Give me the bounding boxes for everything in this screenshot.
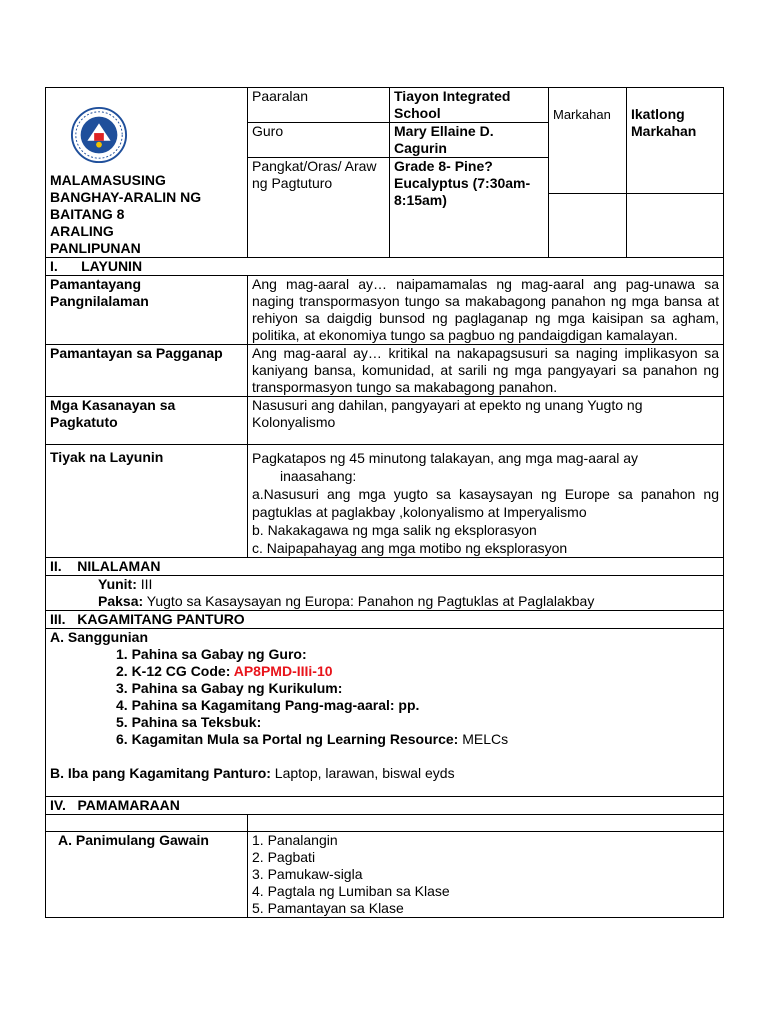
list-item: 1. Panalangin: [252, 832, 338, 848]
lesson-plan-table: [45, 87, 724, 918]
paksa-line: [50, 593, 719, 610]
cg-code: AP8PMD-IIIi-10: [233, 663, 333, 679]
row-content: Ang mag-aaral ay… kritikal na nakapagsusuri sa naging implikasyon sa kaniyang bansa, komunidad, at sarili ng mga pangyayari sa panahon ng transpormasyon tungo sa makabagong panahon.: [248, 345, 724, 397]
empty-cell: [549, 194, 627, 258]
sanggunian-label: A. Sanggunian: [50, 629, 148, 645]
unit-label: Yunit:: [98, 576, 137, 592]
section-heading-kagamitan: III. KAGAMITANG PANTURO: [46, 611, 724, 629]
list-item: 1. Pahina sa Gabay ng Guro:: [116, 646, 307, 662]
list-item: 6. Kagamitan Mula sa Portal ng Learning Resource: MELCs: [116, 731, 509, 747]
row-content: Ang mag-aaral ay… naipamamalas ng mag-aaral ang pag-unawa sa naging transpormasyon tungo sa makabagong panahon ng mga bansa at rehiyon sa daigdig bunsod ng paglaganap ng mga kaisipan sa agham, politika, at ekonomiya tungo sa pagbuo ng pandaigdigan kamalayan.: [248, 276, 724, 345]
tiyak-intro: Pagkatapos ng 45 minutong talakayan, ang mga mag-aaral ay: [252, 450, 639, 466]
list-item: 4. Pagtala ng Lumiban sa Klase: [252, 883, 450, 899]
list-item: 3. Pahina sa Gabay ng Kurikulum:: [116, 680, 343, 696]
row-label: Pamantayan sa Pagganap: [46, 345, 248, 397]
title-line: ARALING: [50, 223, 114, 239]
list-item: 5. Pahina sa Teksbuk:: [116, 714, 262, 730]
list-item: 2. K-12 CG Code: AP8PMD-IIIi-10: [116, 663, 333, 679]
tiyak-content: [248, 445, 724, 558]
deped-seal-icon: [70, 106, 128, 164]
tiyak-item: a.Nasusuri ang mga yugto sa kasaysayan ng Europe sa panahon ng pagtuklas at paglakbay ,kolonyalismo at Imperyalismo: [252, 486, 719, 520]
panimulang-label: A. Panimulang Gawain: [46, 832, 248, 918]
list-item: 4. Pahina sa Kagamitang Pang-mag-aaral: pp.: [116, 697, 420, 713]
row-label: Mga Kasanayan sa Pagkatuto: [46, 397, 248, 445]
title-line: BANGHAY-ARALIN NG: [50, 189, 202, 205]
list-item: 2. Pagbati: [252, 849, 316, 865]
title-line: BAITANG 8: [50, 206, 125, 222]
row-label: Tiyak na Layunin: [46, 445, 248, 558]
kagamitan-content: [46, 629, 724, 797]
list-item: 3. Pamukaw-sigla: [252, 866, 363, 882]
empty-cell: [248, 815, 724, 832]
paksa-value: Yugto sa Kasaysayan ng Europa: Panahon ng Pagtuklas at Paglalakbay: [146, 593, 595, 609]
paaralan-value: Tiayon Integrated School: [390, 88, 549, 123]
tiyak-intro-2: inaasahang:: [280, 468, 357, 484]
lesson-plan: [45, 87, 723, 918]
panimulang-items: [248, 832, 724, 918]
title-cell: [46, 88, 248, 258]
title-line: MALAMASUSING: [50, 172, 166, 188]
paaralan-label: Paaralan: [248, 88, 390, 123]
section-heading-pamamaraan: IV. PAMAMARAAN: [46, 797, 724, 815]
unit-value: III: [140, 576, 153, 592]
list-item: 5. Pamantayan sa Klase: [252, 900, 404, 916]
title-line: PANLIPUNAN: [50, 240, 141, 256]
iba-pang-kagamitan: B. Iba pang Kagamitang Panturo: Laptop, larawan, biswal eyds: [50, 765, 455, 781]
section-heading-nilalaman: II. NILALAMAN: [46, 558, 724, 576]
unit-line: [50, 576, 719, 593]
guro-value: Mary Ellaine D. Cagurin: [390, 123, 549, 158]
nilalaman-content: [46, 576, 724, 611]
row-label: Pamantayang Pangnilalaman: [46, 276, 248, 345]
pangkat-label: Pangkat/Oras/ Araw ng Pagtuturo: [248, 158, 390, 258]
guro-label: Guro: [248, 123, 390, 158]
tiyak-item: c. Naipapahayag ang mga motibo ng eksplorasyon: [252, 540, 568, 556]
tiyak-item: b. Nakakagawa ng mga salik ng eksplorasyon: [252, 522, 537, 538]
empty-cell: [627, 194, 724, 258]
empty-cell: [46, 815, 248, 832]
markahan-label: Markahan: [549, 88, 627, 194]
markahan-value: Ikatlong Markahan: [627, 88, 724, 194]
section-heading-layunin: I. LAYUNIN: [46, 258, 724, 276]
pangkat-value: Grade 8- Pine? Eucalyptus (7:30am-8:15am): [390, 158, 549, 258]
row-content: Nasusuri ang dahilan, pangyayari at epekto ng unang Yugto ng Kolonyalismo: [248, 397, 724, 445]
paksa-label: Paksa:: [98, 593, 144, 609]
